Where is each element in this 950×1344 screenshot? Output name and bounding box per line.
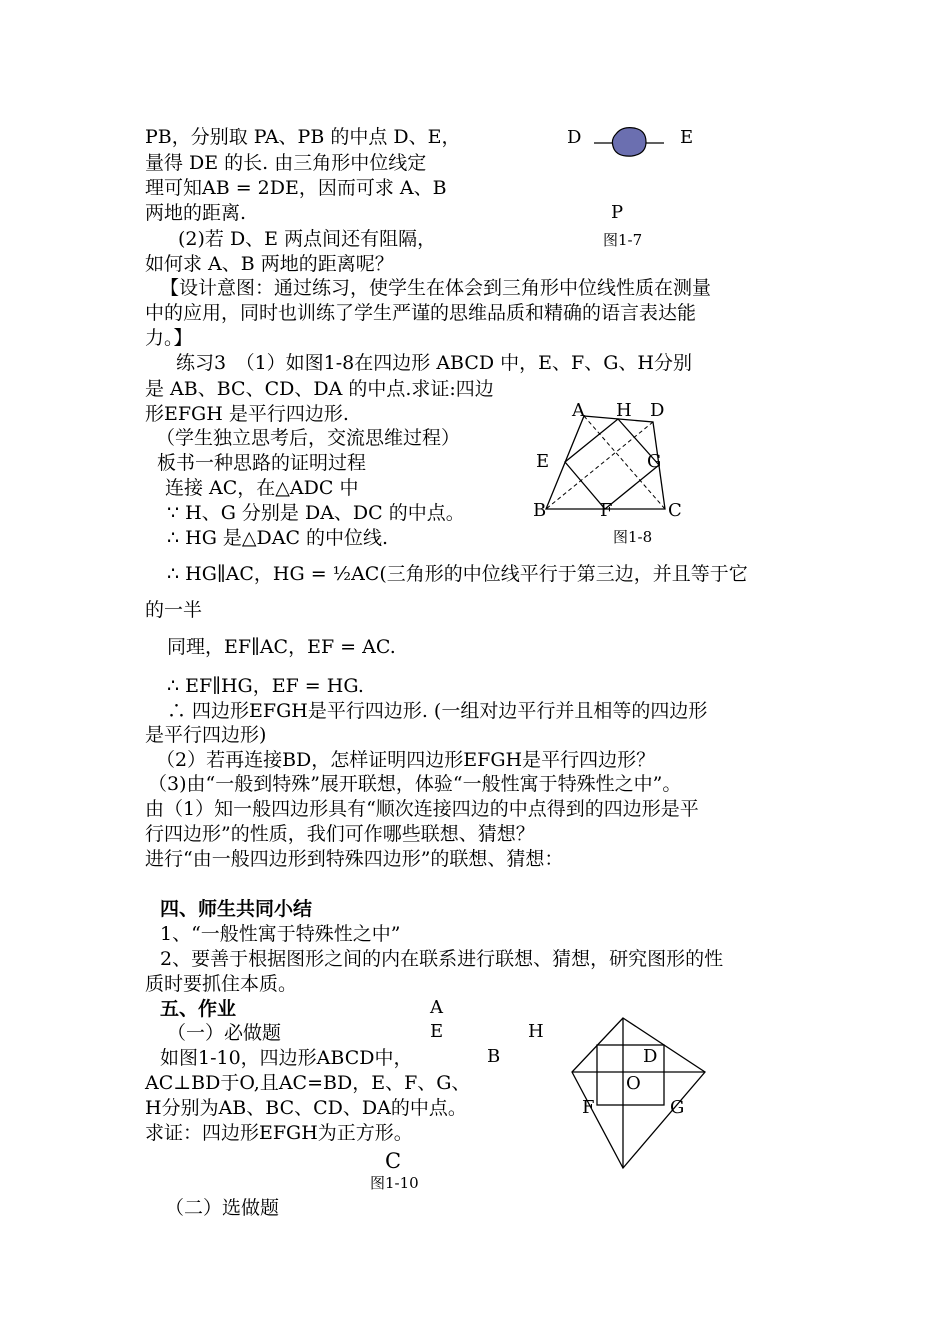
- text-line: 行四边形”的性质，我们可作哪些联想、猜想？: [145, 823, 535, 845]
- design-intent: 【设计意图：通过练习，使学生在体会到三角形中位线性质在测量: [160, 277, 712, 299]
- fig18-label-f: F: [600, 500, 613, 521]
- exercise3-heading: 练习3 （1）如图1-8在四边形 ABCD 中，E、F、G、H分别: [176, 352, 692, 374]
- text-line: 是平行四边形): [145, 724, 267, 746]
- text-line: 质时要抓住本质。: [145, 973, 298, 995]
- text-line: PB，分别取 PA、PB 的中点 D、E，: [145, 126, 461, 148]
- fig18-label-h: H: [616, 400, 632, 421]
- text-line: 连接 AC，在△ADC 中: [165, 477, 359, 499]
- text-line: （2）若再连接BD，怎样证明四边形EFGH是平行四边形？: [156, 749, 656, 771]
- text-line: 由（1）知一般四边形具有“顺次连接四边的中点得到的四边形是平: [145, 798, 699, 820]
- proof-line: 同理，EF∥AC，EF = AC.: [167, 636, 396, 658]
- text-line: 是 AB、BC、CD、DA 的中点.求证:四边: [145, 378, 494, 400]
- text-line: （3)由“一般到特殊”展开联想，体验“一般性寓于特殊性之中”。: [148, 773, 682, 795]
- fig17-label-p: P: [611, 202, 624, 223]
- text-line: （二）选做题: [165, 1197, 280, 1219]
- fig18-label-c: C: [668, 500, 682, 521]
- text-line: 量得 DE 的长. 由三角形中位线定: [145, 152, 427, 174]
- fig110-label-d: D: [643, 1046, 658, 1067]
- text-line: （学生独立思考后，交流思维过程）: [156, 427, 461, 449]
- fig17-figure: [592, 122, 672, 162]
- fig18-label-g: G: [647, 451, 662, 472]
- fig110-label-e: E: [430, 1021, 444, 1042]
- text-line: H分别为AB、BC、CD、DA的中点。: [145, 1097, 467, 1119]
- diagonal-bd: [546, 422, 653, 509]
- proof-line: ∴ HG∥AC，HG = ½AC(三角形的中位线平行于第三边，并且等于它: [167, 563, 748, 585]
- fig110-caption: 图1-10: [370, 1174, 419, 1192]
- fig18-label-d: D: [650, 400, 665, 421]
- fig110-label-a: A: [430, 997, 443, 1018]
- text-line: 求证：四边形EFGH为正方形。: [145, 1122, 413, 1144]
- fig110-label-f: F: [582, 1097, 595, 1118]
- fig110-label-b: B: [487, 1046, 501, 1067]
- quad-efgh: [565, 419, 662, 509]
- text-line: AC⊥BD于O,且AC=BD，E、F、G、: [145, 1072, 471, 1094]
- text-line: (2)若 D、E 两点间还有阻隔，: [178, 228, 437, 250]
- fig17-caption: 图1-7: [603, 231, 643, 249]
- text-line: 力。】: [145, 327, 193, 349]
- fig17-label-e: E: [680, 127, 694, 148]
- proof-line: ∴ 四边形EFGH是平行四边形. (一组对边平行并且相等的四边形: [167, 700, 708, 722]
- section-heading-summary: 四、师生共同小结: [160, 898, 313, 920]
- text-line: 理可知AB = 2DE，因而可求 A、B: [145, 177, 447, 199]
- proof-line: ∴ HG 是△DAC 的中位线.: [167, 527, 389, 549]
- text-line: 的一半: [145, 599, 203, 621]
- text-line: 如图1-10，四边形ABCD中，: [160, 1047, 413, 1069]
- fig17-label-d: D: [567, 127, 582, 148]
- fig18-label-b: B: [533, 500, 547, 521]
- text-line: 进行“由一般四边形到特殊四边形”的联想、猜想：: [145, 848, 564, 870]
- fig110-label-g: G: [670, 1097, 685, 1118]
- text-line: 2、要善于根据图形之间的内在联系进行联想、猜想，研究图形的性: [160, 948, 724, 970]
- text-line: 形EFGH 是平行四边形.: [145, 403, 349, 425]
- fig18-label-a: A: [572, 400, 585, 421]
- fig18-label-e: E: [536, 451, 550, 472]
- obstacle-blob: [612, 128, 646, 157]
- text-line: 1、“一般性寓于特殊性之中”: [160, 923, 401, 945]
- text-line: 如何求 A、B 两地的距离呢？: [145, 253, 394, 275]
- fig18-caption: 图1-8: [613, 528, 653, 546]
- proof-line: ∵ H、G 分别是 DA、DC 的中点。: [167, 502, 465, 524]
- section-heading-homework: 五、作业: [160, 998, 237, 1020]
- fig110-label-o: O: [626, 1073, 641, 1094]
- text-line: （一）必做题: [167, 1022, 282, 1044]
- text-line: 两地的距离.: [145, 202, 247, 224]
- text-line: 中的应用，同时也训练了学生严谨的思维品质和精确的语言表达能: [145, 302, 697, 324]
- text-line: 板书一种思路的证明过程: [157, 452, 367, 474]
- fig110-figure: [565, 1014, 715, 1174]
- fig110-label-h: H: [528, 1021, 544, 1042]
- proof-line: ∴ EF∥HG，EF = HG.: [167, 675, 364, 697]
- fig110-label-c: C: [385, 1149, 402, 1173]
